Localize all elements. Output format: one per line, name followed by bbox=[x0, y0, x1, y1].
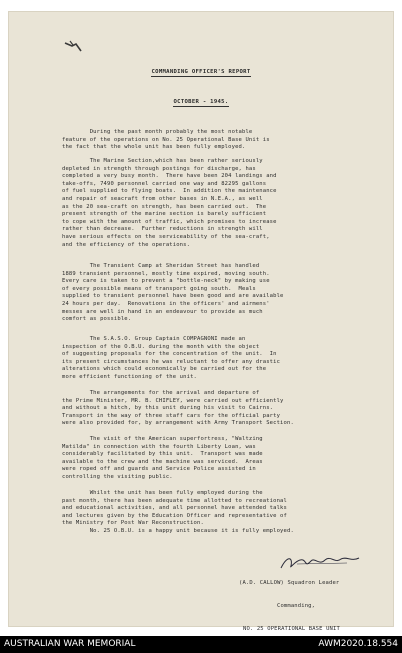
text-line: of fuel supplied to flying boats. In addition the maintenance bbox=[62, 188, 277, 195]
text-line: the Prime Minister, MR. B. CHIFLEY, were carried out efficiently bbox=[62, 397, 284, 404]
text-line: No. 25 O.B.U. is a happy unit because it is fully employed. bbox=[62, 527, 294, 534]
text-line: depleted in strength through postings for discharge, has bbox=[62, 165, 256, 172]
text-line: Matilda" in connection with the fourth Liberty Loan, was bbox=[62, 443, 256, 450]
text-line: 1889 transient personnel, mostly time expired, moving south. bbox=[62, 270, 270, 277]
text-line: The S.A.S.O. Group Captain COMPAGNONI made an bbox=[62, 336, 246, 342]
text-line: and lectures given by the Education Officer and representative of bbox=[62, 512, 287, 519]
text-line: of every possible means of transport going south. Meals bbox=[62, 285, 256, 292]
text-line: rather than decrease. Further reductions in strength will bbox=[62, 226, 263, 233]
text-line: of suggesting proposals for the concentration of the unit. In bbox=[62, 351, 277, 358]
text-line: The Transient Camp at Sheridan Street has handled bbox=[62, 263, 260, 269]
text-line: as the 20 sea-craft on strength, has been carried out. The bbox=[62, 203, 267, 210]
paragraph-saso-inspection bbox=[62, 336, 374, 382]
signature-role: Commanding, bbox=[277, 602, 316, 609]
text-line: Every care is taken to prevent a "bottle-neck" by making use bbox=[62, 278, 270, 285]
footer-institution: AUSTRALIAN WAR MEMORIAL bbox=[4, 639, 136, 649]
paragraph-recreation bbox=[62, 490, 374, 536]
text-line: alterations which could economically be carried out for the bbox=[62, 366, 267, 373]
footer-accession-number: AWM2020.18.554 bbox=[318, 639, 398, 649]
text-line: to cope with the amount of traffic, which promises to increase bbox=[62, 218, 277, 225]
text-line: the fact that the whole unit has been fully employed. bbox=[62, 144, 246, 151]
paragraph-prime-minister bbox=[62, 390, 374, 428]
text-line: were also provided for, by arrangement with Army Transport Section. bbox=[62, 420, 294, 427]
paragraph-superfortress bbox=[62, 436, 374, 482]
text-line: more efficient functioning of the unit. bbox=[62, 373, 197, 380]
text-line: past month, there has been adequate time allotted to recreational bbox=[62, 497, 287, 504]
text-line: and without a hitch, by this unit during his visit to Cairns. bbox=[62, 405, 274, 412]
text-line: completed a very busy month. There have been 204 landings and bbox=[62, 173, 277, 180]
text-line: The Marine Section,which has been rather seriously bbox=[62, 158, 263, 164]
report-period: OCTOBER - 1945. bbox=[173, 99, 229, 105]
signature-unit: NO. 25 OPERATIONAL BASE UNIT bbox=[243, 625, 340, 632]
archive-footer-bar bbox=[0, 636, 402, 653]
text-line: controlling the visiting public. bbox=[62, 473, 173, 480]
text-line: The visit of the American superfortress, "Waltzing bbox=[62, 436, 263, 442]
text-line: and repair of seacraft from other bases in N.E.A., as well bbox=[62, 195, 263, 202]
paragraph-intro bbox=[62, 129, 374, 152]
text-line: available to the crew and the machine was serviced. Areas bbox=[62, 458, 263, 465]
signature-name: (A.D. CALLOW) Squadron Leader bbox=[239, 580, 340, 587]
text-line: its present circumstances he was reluctant to offer any drastic bbox=[62, 358, 281, 365]
text-line: supplied to transient personnel have been good and are available bbox=[62, 293, 284, 300]
report-title: COMMANDING OFFICER'S REPORT bbox=[151, 69, 251, 75]
text-line: Whilst the unit has been fully employed during the bbox=[62, 490, 263, 496]
text-line: present strength of the marine section is barely sufficient bbox=[62, 211, 267, 218]
text-line: feature of the operations on No. 25 Operational Base Unit is bbox=[62, 136, 270, 143]
document-page bbox=[9, 12, 393, 632]
text-line: take-offs, 7490 personnel carried one way and 82295 gallons bbox=[62, 180, 267, 187]
text-line: comfort as possible. bbox=[62, 316, 132, 323]
text-line: the Ministry for Post War Reconstruction. bbox=[62, 520, 204, 527]
text-line: The arrangements for the arrival and departure of bbox=[62, 390, 260, 396]
text-line: and the efficiency of the operations. bbox=[62, 241, 191, 248]
text-line: considerably facilitated by this unit. Transport was made bbox=[62, 451, 263, 458]
text-line: During the past month probably the most notable bbox=[62, 129, 253, 135]
text-line: Transport in the way of three staff cars for the official party bbox=[62, 412, 281, 419]
text-line: messes are well in hand in an endeavour to provide as much bbox=[62, 308, 263, 315]
text-line: were roped off and guards and Service Police assisted in bbox=[62, 466, 256, 473]
text-line: 24 hours per day. Renovations in the officers' and airmens' bbox=[62, 300, 270, 307]
text-line: and educational activities, and all personnel have attended talks bbox=[62, 505, 287, 512]
text-line: inspection of the O.B.U. during the month with the object bbox=[62, 343, 260, 350]
paragraph-transient-camp bbox=[62, 263, 374, 324]
paragraph-marine-section bbox=[62, 158, 374, 249]
staple-mark-icon bbox=[64, 40, 82, 52]
text-line: have serious effects on the serviceability of the sea-craft, bbox=[62, 233, 270, 240]
